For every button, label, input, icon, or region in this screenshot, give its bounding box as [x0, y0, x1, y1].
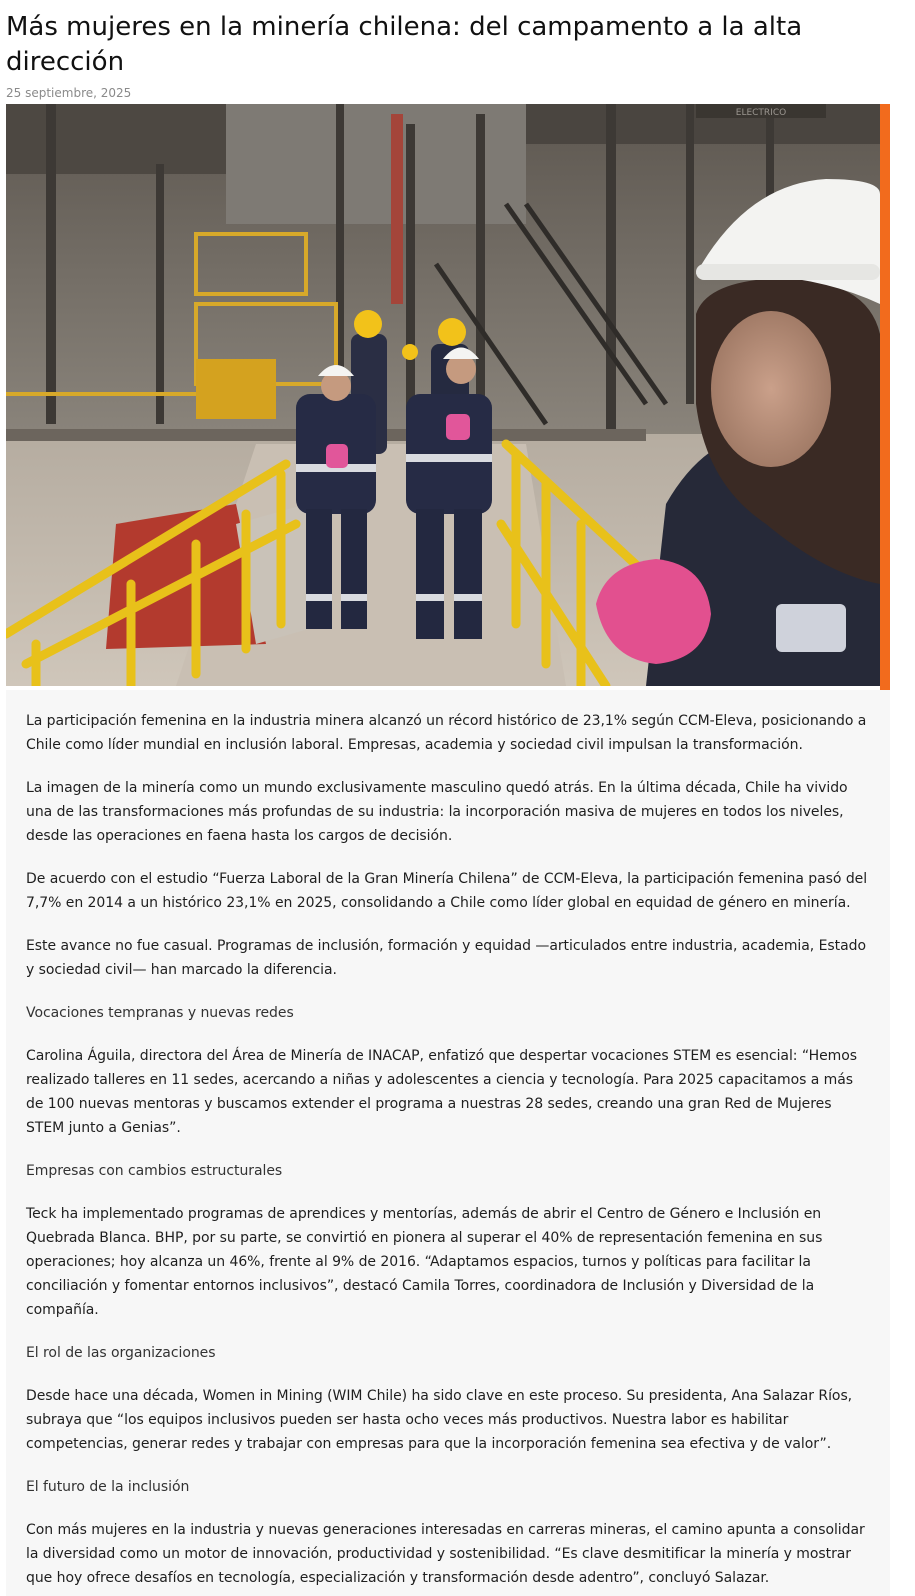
paragraph: La imagen de la minería como un mundo exclusivamente masculino quedó atrás. En la última década, Chile ha vivido una de las transformaciones más profundas de su industria: la incorporación masiva de mujeres en todos los niveles, desde las operaciones en faena hasta los cargos de decisión. — [26, 780, 848, 844]
paragraph: Este avance no fue casual. Programas de inclusión, formación y equidad —articulados entre industria, academia, Estado y sociedad civil— han marcado la diferencia. — [26, 938, 866, 978]
lead-paragraph: La participación femenina en la industria minera alcanzó un récord histórico de 23,1% según CCM-Eleva, posicionando a Chile como líder mundial en inclusión laboral. Empresas, academia y sociedad civil impulsan la transformación. — [26, 713, 867, 753]
section-heading: Empresas con cambios estructurales — [26, 1163, 283, 1179]
article-title: Más mujeres en la minería chilena: del campamento a la alta dirección — [6, 12, 803, 77]
hero-sign-text: ELECTRICO — [735, 108, 787, 118]
paragraph: De acuerdo con el estudio “Fuerza Laboral de la Gran Minería Chilena” de CCM-Eleva, la participación femenina pasó del 7,7% en 2014 a un histórico 23,1% en 2025, consolidando a Chile como líder global en equidad de género en minería. — [26, 871, 868, 911]
paragraph: Carolina Águila, directora del Área de Minería de INACAP, enfatizó que despertar vocaciones STEM es esencial: “Hemos realizado talleres en 11 sedes, acercando a niñas y adolescentes a ciencia y tecnología. Para 2025 capacitamos a más de 100 nuevas mentoras y buscamos extender el programa a nuestras 28 sedes, creando una gran Red de Mujeres STEM junto a Genias”. — [26, 1048, 858, 1136]
paragraph: Con más mujeres en la industria y nuevas generaciones interesadas en carreras mineras, el camino apunta a consolidar la diversidad como un motor de innovación, productividad y sostenibilidad. “Es clave desmitificar la minería y mostrar que hoy ofrece desafíos en tecnología, especialización y transformación desde adentro”, concluyó Salazar. — [26, 1522, 865, 1586]
hero-illustration — [6, 104, 880, 686]
accent-bar — [880, 104, 890, 690]
section-heading: El futuro de la inclusión — [26, 1479, 190, 1495]
article-body — [6, 690, 890, 1596]
article-date: 25 septiembre, 2025 — [6, 86, 132, 100]
hero-image — [6, 104, 880, 686]
paragraph: Teck ha implementado programas de aprendices y mentorías, además de abrir el Centro de Género e Inclusión en Quebrada Blanca. BHP, por su parte, se convirtió en pionera al superar el 40% de representación femenina en sus operaciones; hoy alcanza un 46%, frente al 9% de 2016. “Adaptamos espacios, turnos y políticas para facilitar la conciliación y fomentar entornos inclusivos”, destacó Camila Torres, coordinadora de Inclusión y Diversidad de la compañía. — [26, 1206, 823, 1318]
section-heading: El rol de las organizaciones — [26, 1345, 216, 1361]
paragraph: Desde hace una década, Women in Mining (WIM Chile) ha sido clave en este proceso. Su presidenta, Ana Salazar Ríos, subraya que “los equipos inclusivos pueden ser hasta ocho veces más productivos. Nuestra labor es habilitar competencias, generar redes y trabajar con empresas para que la incorporación femenina sea efectiva y de valor”. — [26, 1388, 853, 1452]
section-heading: Vocaciones tempranas y nuevas redes — [26, 1005, 294, 1021]
